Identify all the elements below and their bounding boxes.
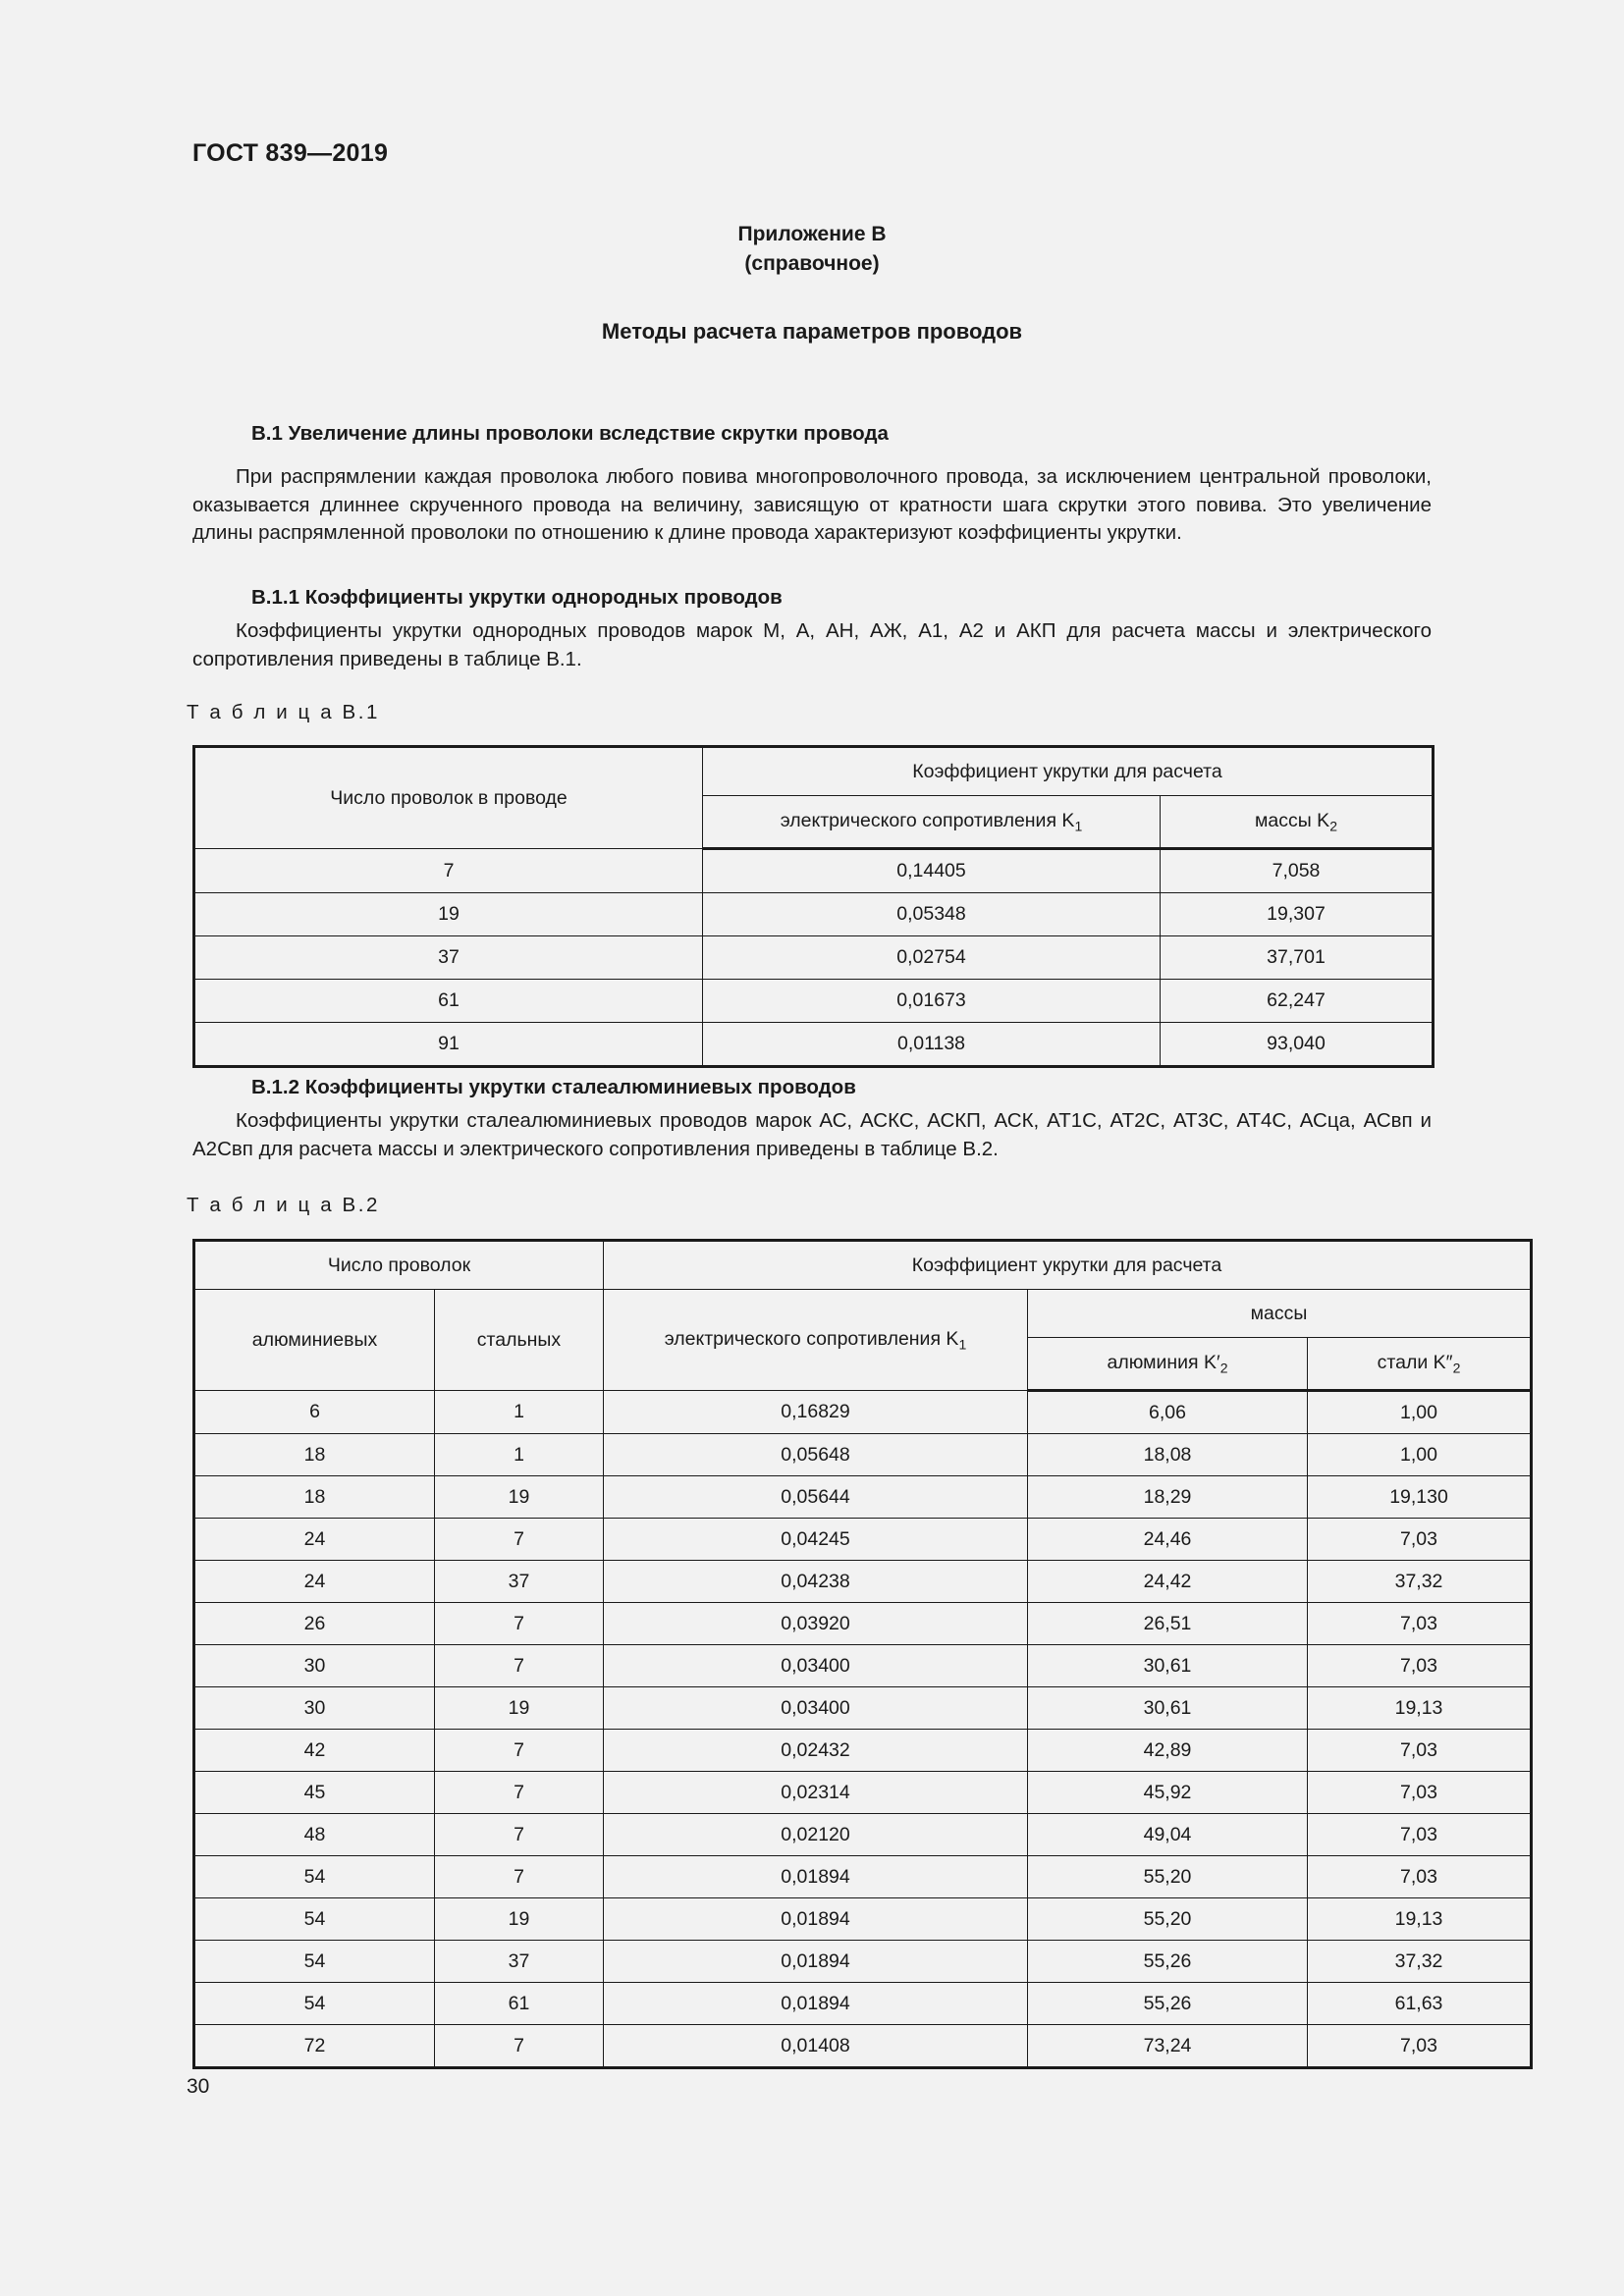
table-cell: 0,05648 [604, 1434, 1028, 1476]
table-cell: 30,61 [1028, 1687, 1308, 1730]
table-b2-header-mass-group: массы [1028, 1290, 1532, 1338]
table-cell: 0,05644 [604, 1476, 1028, 1519]
section-b12-heading: В.1.2 Коэффициенты укрутки сталеалюминиевых проводов [251, 1076, 856, 1098]
table-row [194, 936, 1434, 980]
table-row [194, 1856, 1532, 1898]
table-cell: 24 [194, 1561, 435, 1603]
table-b2-caption: Т а б л и ц а В.2 [187, 1194, 381, 1216]
table-cell: 19,13 [1308, 1687, 1532, 1730]
table-cell: 61,63 [1308, 1983, 1532, 2025]
table-row [194, 1941, 1532, 1983]
table-cell: 30 [194, 1645, 435, 1687]
section-b11-heading: В.1.1 Коэффициенты укрутки однородных проводов [251, 586, 783, 609]
table-cell: 19 [194, 893, 703, 936]
table-cell: 0,03920 [604, 1603, 1028, 1645]
table-b1-caption: Т а б л и ц а В.1 [187, 701, 381, 723]
table-cell: 7 [435, 1603, 604, 1645]
table-b2-header-resistance-text: электрического сопротивления K [664, 1327, 959, 1350]
table-cell: 0,16829 [604, 1391, 1028, 1434]
table-cell: 42 [194, 1730, 435, 1772]
table-cell: 0,01138 [703, 1023, 1161, 1067]
section-b11-paragraph-text: Коэффициенты укрутки однородных проводов марок М, А, АН, АЖ, А1, А2 и АКП для расчета массы и электрического сопротивления приведены в таблице В.1. [192, 619, 1432, 670]
annex-subtitle-text: (справочное) [744, 252, 880, 275]
table-row [194, 1023, 1434, 1067]
table-cell: 72 [194, 2025, 435, 2068]
table-b2-header-coef-group: Коэффициент укрутки для расчета [604, 1241, 1532, 1290]
table-cell: 7,03 [1308, 1814, 1532, 1856]
table-cell: 7,03 [1308, 1730, 1532, 1772]
table-cell: 26 [194, 1603, 435, 1645]
table-cell: 45,92 [1028, 1772, 1308, 1814]
table-cell: 0,02754 [703, 936, 1161, 980]
table-cell: 6,06 [1028, 1391, 1308, 1434]
table-cell: 37 [194, 936, 703, 980]
table-cell: 48 [194, 1814, 435, 1856]
table-row [194, 893, 1434, 936]
table-cell: 0,01408 [604, 2025, 1028, 2068]
table-b2-header-aluminium: алюминиевых [194, 1290, 435, 1391]
table-cell: 0,01894 [604, 1898, 1028, 1941]
table-b1-body [194, 849, 1434, 1067]
table-cell: 0,02120 [604, 1814, 1028, 1856]
table-cell: 7,058 [1161, 849, 1434, 893]
table-row [194, 1561, 1532, 1603]
table-b2-header-resistance [604, 1290, 1028, 1391]
section-b1-paragraph-text: При распрямлении каждая проволока любого повива многопроволочного провода, за исключением центральной проволоки, оказывается длиннее скрученного провода на величину, зависящую от кратности шага скрутки этого повива. Это увеличение длины распрямленной проволоки по отношению к длине провода характеризуют коэффициенты укрутки. [192, 465, 1432, 544]
table-cell: 7 [435, 1730, 604, 1772]
table-cell: 37,32 [1308, 1941, 1532, 1983]
table-cell: 7 [435, 1814, 604, 1856]
table-b2-header-row-1 [194, 1241, 1532, 1290]
table-cell: 7 [435, 1645, 604, 1687]
table-cell: 55,20 [1028, 1856, 1308, 1898]
table-cell: 18,29 [1028, 1476, 1308, 1519]
table-b1-head [194, 747, 1434, 849]
table-row [194, 1814, 1532, 1856]
table-row [194, 1898, 1532, 1941]
table-cell: 7 [435, 2025, 604, 2068]
table-cell: 7 [435, 1519, 604, 1561]
table-cell: 55,26 [1028, 1983, 1308, 2025]
table-cell: 7,03 [1308, 2025, 1532, 2068]
table-cell: 30 [194, 1687, 435, 1730]
table-cell: 0,01894 [604, 1941, 1028, 1983]
table-b1 [192, 745, 1435, 1068]
table-b2-header-mass-aluminium [1028, 1338, 1308, 1391]
table-cell: 19 [435, 1687, 604, 1730]
table-cell: 18 [194, 1434, 435, 1476]
table-cell: 1,00 [1308, 1391, 1532, 1434]
table-row [194, 1519, 1532, 1561]
running-head-standard-number: ГОСТ 839—2019 [192, 139, 389, 167]
table-b2-body [194, 1391, 1532, 2068]
table-cell: 73,24 [1028, 2025, 1308, 2068]
table-b1-header-row-1 [194, 747, 1434, 796]
table-b2-header-mass-steel-sub: 2 [1452, 1360, 1461, 1376]
table-row [194, 980, 1434, 1023]
section-b1-heading: В.1 Увеличение длины проволоки вследствие скрутки провода [251, 422, 889, 445]
section-b12-paragraph-text: Коэффициенты укрутки сталеалюминиевых проводов марок АС, АСКС, АСКП, АСК, АТ1С, АТ2С, АТ3С, АТ4С, АСца, АСвп и А2Свп для расчета массы и электрического сопротивления приведены в таблице В.2. [192, 1109, 1432, 1160]
table-cell: 24 [194, 1519, 435, 1561]
table-b2-header-steel: стальных [435, 1290, 604, 1391]
table-cell: 55,26 [1028, 1941, 1308, 1983]
table-cell: 0,04245 [604, 1519, 1028, 1561]
table-cell: 54 [194, 1898, 435, 1941]
table-cell: 61 [194, 980, 703, 1023]
table-b1-header-mass-sub: 2 [1329, 818, 1337, 834]
table-row [194, 2025, 1532, 2068]
table-b1-header-group: Коэффициент укрутки для расчета [703, 747, 1434, 796]
table-cell: 19,307 [1161, 893, 1434, 936]
table-cell: 24,46 [1028, 1519, 1308, 1561]
table-cell: 0,01673 [703, 980, 1161, 1023]
table-cell: 7,03 [1308, 1772, 1532, 1814]
table-cell: 49,04 [1028, 1814, 1308, 1856]
table-cell: 1 [435, 1391, 604, 1434]
table-row [194, 1772, 1532, 1814]
table-cell: 62,247 [1161, 980, 1434, 1023]
table-cell: 0,04238 [604, 1561, 1028, 1603]
table-cell: 37,32 [1308, 1561, 1532, 1603]
table-cell: 1 [435, 1434, 604, 1476]
table-b1-header-mass-text: массы K [1254, 809, 1330, 831]
section-b1-paragraph [192, 463, 1432, 548]
table-row [194, 1434, 1532, 1476]
table-row [194, 1645, 1532, 1687]
table-cell: 7 [435, 1772, 604, 1814]
table-cell: 7,03 [1308, 1645, 1532, 1687]
table-b2-header-mass-aluminium-text: алюминия K′ [1107, 1351, 1220, 1373]
table-b1-header-resistance-sub: 1 [1074, 818, 1083, 834]
table-b1-header-wire-count: Число проволок в проводе [194, 747, 703, 849]
table-cell: 19,130 [1308, 1476, 1532, 1519]
table-cell: 37 [435, 1941, 604, 1983]
table-cell: 18 [194, 1476, 435, 1519]
table-cell: 7 [194, 849, 703, 893]
table-cell: 0,02314 [604, 1772, 1028, 1814]
table-cell: 0,02432 [604, 1730, 1028, 1772]
table-b1-header-mass [1161, 796, 1434, 849]
table-row [194, 1983, 1532, 2025]
table-row [194, 1603, 1532, 1645]
table-cell: 54 [194, 1983, 435, 2025]
table-b1-header-resistance-text: электрического сопротивления K [780, 809, 1075, 831]
table-cell: 7,03 [1308, 1856, 1532, 1898]
table-row [194, 1476, 1532, 1519]
table-row [194, 1391, 1532, 1434]
annex-heading [192, 220, 1432, 279]
table-cell: 1,00 [1308, 1434, 1532, 1476]
table-cell: 55,20 [1028, 1898, 1308, 1941]
table-cell: 45 [194, 1772, 435, 1814]
table-cell: 0,01894 [604, 1983, 1028, 2025]
table-cell: 26,51 [1028, 1603, 1308, 1645]
table-cell: 54 [194, 1856, 435, 1898]
table-cell: 0,05348 [703, 893, 1161, 936]
table-cell: 91 [194, 1023, 703, 1067]
table-cell: 7,03 [1308, 1519, 1532, 1561]
table-b2-header-row-2 [194, 1290, 1532, 1338]
table-cell: 30,61 [1028, 1645, 1308, 1687]
table-cell: 0,03400 [604, 1645, 1028, 1687]
table-cell: 93,040 [1161, 1023, 1434, 1067]
table-cell: 0,01894 [604, 1856, 1028, 1898]
table-b2 [192, 1239, 1533, 2069]
table-b1-header-resistance [703, 796, 1161, 849]
table-b2-header-mass-aluminium-sub: 2 [1219, 1360, 1228, 1376]
table-b2-header-mass-steel-text: стали K″ [1377, 1351, 1453, 1373]
table-b2-header-resistance-sub: 1 [958, 1336, 967, 1353]
table-cell: 19,13 [1308, 1898, 1532, 1941]
table-cell: 54 [194, 1941, 435, 1983]
annex-title-text: Приложение В [737, 223, 887, 245]
section-b11-paragraph [192, 617, 1432, 673]
page-number: 30 [187, 2075, 210, 2098]
table-b2-head [194, 1241, 1532, 1391]
table-cell: 7 [435, 1856, 604, 1898]
table-cell: 0,14405 [703, 849, 1161, 893]
table-row [194, 849, 1434, 893]
table-b2-header-mass-steel [1308, 1338, 1532, 1391]
annex-document-title: Методы расчета параметров проводов [601, 319, 1023, 344]
table-cell: 24,42 [1028, 1561, 1308, 1603]
table-cell: 19 [435, 1898, 604, 1941]
table-cell: 7,03 [1308, 1603, 1532, 1645]
table-cell: 0,03400 [604, 1687, 1028, 1730]
table-cell: 37,701 [1161, 936, 1434, 980]
table-cell: 6 [194, 1391, 435, 1434]
table-row [194, 1687, 1532, 1730]
table-cell: 61 [435, 1983, 604, 2025]
section-b12-paragraph [192, 1107, 1432, 1163]
table-row [194, 1730, 1532, 1772]
table-cell: 42,89 [1028, 1730, 1308, 1772]
table-cell: 19 [435, 1476, 604, 1519]
table-b2-header-wires-group: Число проволок [194, 1241, 604, 1290]
table-cell: 37 [435, 1561, 604, 1603]
table-cell: 18,08 [1028, 1434, 1308, 1476]
